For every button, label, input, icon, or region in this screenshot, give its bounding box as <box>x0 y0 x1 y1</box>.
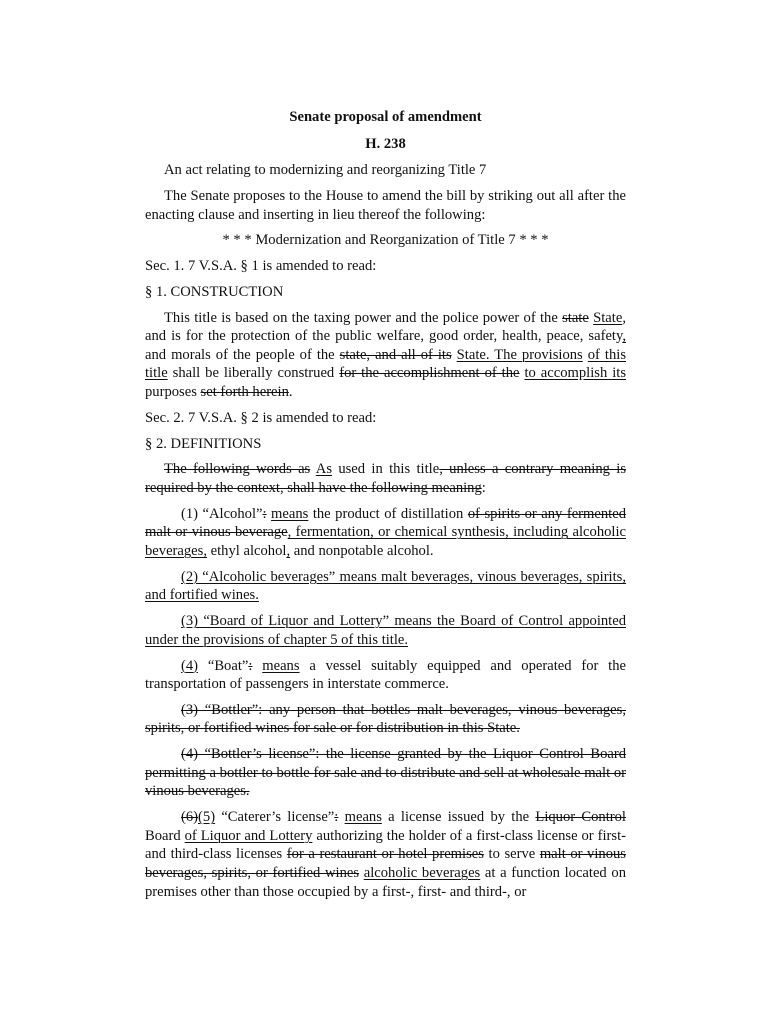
inserted-text: As <box>315 461 332 478</box>
intro-paragraph: The Senate proposes to the House to amend the bill by striking out all after the enacting clause and inserting in lieu thereof the following: <box>145 187 626 223</box>
struck-text: (6) <box>181 809 199 826</box>
bill-number: H. 238 <box>365 135 406 152</box>
definition-bottler-license <box>145 745 626 801</box>
inserted-text: State. The provisions <box>456 346 583 363</box>
definition-caterer-license: (6)(5) “Caterer’s license”: means a license issued by the Liquor Control Board of Liquor and Lottery authorizing the holder of a first-class license or first- and third-class licenses for a restaurant or hotel premises to serve malt or vinous beverages, spirits, or fortified wines alcoholic beverages at a function located on premises other than those occupied by a first-, first- and third-, or <box>145 809 626 900</box>
inserted-text: of this title <box>145 346 626 382</box>
sec2-heading: § 2. DEFINITIONS <box>145 435 262 452</box>
inserted-text: (4) <box>181 657 199 674</box>
struck-text: : <box>262 505 267 522</box>
inserted-text: (3) “Board of Liquor and Lottery” means the Board of Control appointed under the provisions of chapter 5 of this title. <box>145 613 626 648</box>
section-heading: * * * Modernization and Reorganization of Title 7 * * * <box>222 232 549 249</box>
definition-alcohol: (1) “Alcohol”: means the product of distillation of spirits or any fermented malt or vinous beverage, fermentation, or chemical synthesis, including alcoholic beverages, ethyl alcohol, and nonpotable alcohol. <box>145 505 626 559</box>
document-title: Senate proposal of amendment <box>289 109 482 125</box>
inserted-text: State <box>593 309 623 326</box>
sec2-label: Sec. 2. 7 V.S.A. § 2 is amended to read: <box>145 409 377 426</box>
definition-boat: (4) “Boat”: means a vessel suitably equipped and operated for the transportation of passengers in interstate commerce. <box>145 657 626 693</box>
struck-text: malt or vinous beverages, spirits, or fortified wines <box>145 846 626 881</box>
struck-text: for a restaurant or hotel premises <box>286 846 484 863</box>
inserted-text: means <box>262 657 300 674</box>
struck-text: state, and all of its <box>339 346 452 363</box>
document-page <box>145 108 626 908</box>
struck-text: : <box>248 657 253 674</box>
struck-text: (4) “Bottler’s license”: the license granted by the Liquor Control Board permitting a bottler to bottle for sale and to distribute and sell at wholesale malt or vinous beverages. <box>145 746 626 800</box>
inserted-text: alcoholic beverages <box>363 865 481 881</box>
struck-text: The following words as <box>164 461 311 478</box>
struck-text: state <box>562 309 589 326</box>
struck-text: : <box>334 809 339 826</box>
inserted-text: , <box>622 328 626 345</box>
struck-text: , unless a contrary meaning is required by the context, shall have the following meaning <box>145 461 627 496</box>
struck-text: set forth herein <box>200 384 289 401</box>
inserted-text: (2) “Alcoholic beverages” means malt beverages, vinous beverages, spirits, and fortified wines. <box>145 568 626 604</box>
inserted-text: , <box>286 542 291 559</box>
inserted-text: means <box>271 505 309 522</box>
inserted-text: of Liquor and Lottery <box>184 827 313 844</box>
sec1-heading: § 1. CONSTRUCTION <box>145 283 284 300</box>
struck-text: for the accomplishment of the <box>339 365 520 382</box>
inserted-text: (5) <box>198 809 216 826</box>
struck-text: Liquor Control <box>535 809 626 826</box>
definition-board <box>145 612 626 649</box>
inserted-text: to accomplish its <box>524 365 627 382</box>
struck-text: (3) “Bottler”: any person that bottles malt beverages, vinous beverages, spirits, or fortified wines for sale or for distribution in this State. <box>145 701 626 737</box>
sec1-label: Sec. 1. 7 V.S.A. § 1 is amended to read: <box>145 258 377 275</box>
definition-alcoholic-beverages <box>145 568 626 605</box>
struck-text: of spirits or any fermented malt or vinous beverage <box>145 505 626 541</box>
definitions-intro: The following words as As used in this title, unless a contrary meaning is required by the context, shall have the following meaning: <box>145 461 627 496</box>
sec1-paragraph: This title is based on the taxing power and the police power of the state State, and is for the protection of the public welfare, good order, health, peace, safety, and morals of the people of the state, and all of its State. The provisions of this title shall be liberally construed for the accomplishment of the to accomplish its purposes set forth herein. <box>145 309 627 401</box>
inserted-text: means <box>344 809 382 826</box>
inserted-text: , fermentation, or chemical synthesis, including alcoholic beverages, <box>145 524 626 559</box>
definition-bottler <box>145 701 626 738</box>
act-line: An act relating to modernizing and reorganizing Title 7 <box>164 162 487 179</box>
